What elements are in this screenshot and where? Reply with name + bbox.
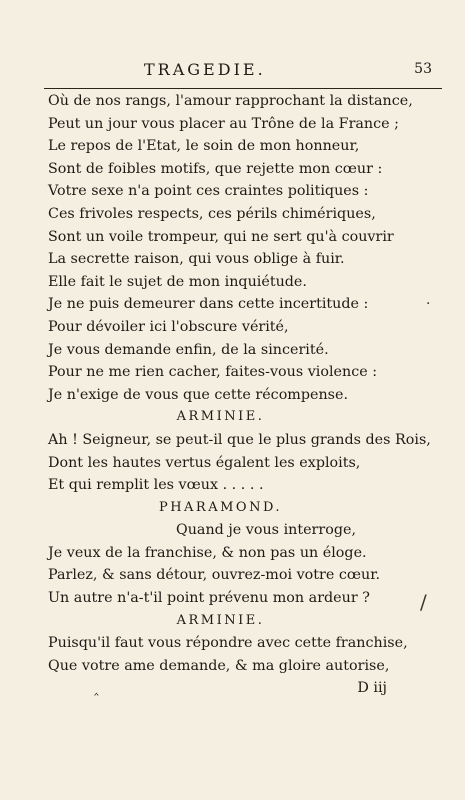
ink-stroke: / bbox=[420, 590, 427, 614]
verse-line: Le repos de l'Etat, le soin de mon honneur, bbox=[48, 138, 360, 155]
verse-line: Où de nos rangs, l'amour rapprochant la distance, bbox=[48, 93, 413, 109]
verse-line: Sont un voile trompeur, qui ne sert qu'à couvrir bbox=[48, 228, 394, 245]
verse-line: Je vous demande enfin, de la sincerité. bbox=[48, 341, 329, 358]
verse-line: Sont de foibles motifs, que rejette mon cœur : bbox=[48, 160, 383, 177]
speaker-name: ARMINIE. bbox=[176, 409, 265, 425]
verse-line: Parlez, & sans détour, ouvrez-moi votre cœur. bbox=[48, 567, 380, 584]
ink-speck: ‸ bbox=[94, 680, 99, 696]
verse-line: Pour dévoiler ici l'obscure vérité, bbox=[48, 318, 289, 335]
verse-line: La secrette raison, qui vous oblige à fuir. bbox=[48, 251, 345, 268]
speaker-name: ARMINIE. bbox=[176, 612, 265, 628]
verse-text bbox=[48, 90, 443, 700]
verse-line: Un autre n'a-t'il point prévenu mon ardeur ? bbox=[48, 590, 370, 607]
signature-mark: D iij bbox=[357, 680, 387, 697]
verse-line: Ces frivoles respects, ces périls chimériques, bbox=[48, 205, 376, 222]
page-number: 53 bbox=[414, 61, 432, 77]
ink-speck: · bbox=[426, 296, 431, 312]
verse-line: Ah ! Seigneur, se peut-il que le plus grands des Rois, bbox=[48, 431, 431, 448]
verse-line: Puisqu'il faut vous répondre avec cette franchise, bbox=[48, 635, 408, 652]
header-rule bbox=[44, 88, 442, 89]
speaker-name: PHARAMOND. bbox=[158, 499, 283, 515]
verse-line: Votre sexe n'a point ces craintes politiques : bbox=[48, 183, 369, 200]
verse-line: Je ne puis demeurer dans cette incertitude : bbox=[48, 296, 369, 313]
verse-line: Je veux de la franchise, & non pas un éloge. bbox=[48, 544, 367, 561]
verse-line: Pour ne me rien cacher, faites-vous violence : bbox=[48, 364, 378, 381]
verse-line: Peut un jour vous placer au Trône de la France ; bbox=[48, 115, 399, 132]
verse-line: Que votre ame demande, & ma gloire autorise, bbox=[48, 657, 390, 674]
verse-line: Elle fait le sujet de mon inquiétude. bbox=[48, 273, 307, 290]
page-header bbox=[44, 60, 444, 84]
verse-line: Et qui remplit les vœux . . . . . bbox=[48, 477, 264, 494]
verse-line-half: Quand je vous interroge, bbox=[176, 522, 356, 539]
running-head: TRAGEDIE. bbox=[144, 60, 266, 79]
verse-line: Je n'exige de vous que cette récompense. bbox=[48, 386, 349, 403]
verse-line: Dont les hautes vertus égalent les exploits, bbox=[48, 454, 361, 471]
